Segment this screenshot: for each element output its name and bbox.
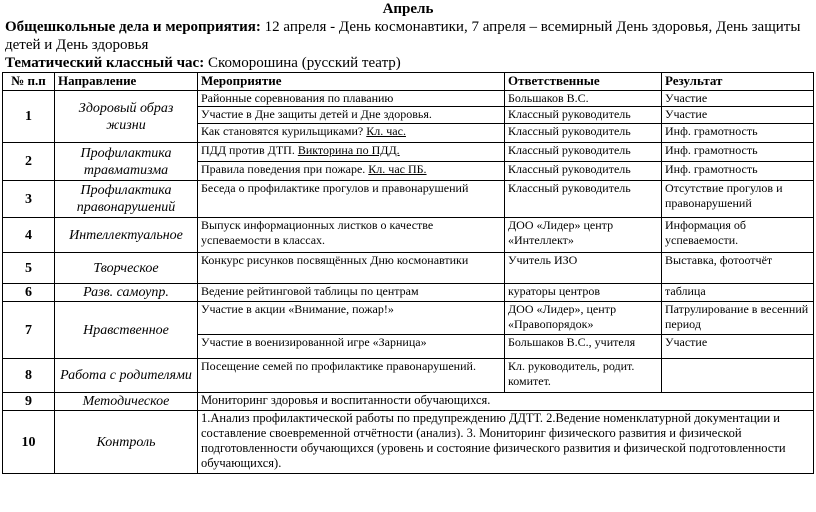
row-result [662, 359, 814, 393]
row-direction: Разв. самоупр. [55, 284, 198, 302]
row-result: Инф. грамотность [662, 162, 814, 181]
page-title: Апрель [382, 1, 434, 17]
row-responsible: Кл. руководитель, родит. комитет. [505, 359, 662, 393]
row-event: Участие в акции «Внимание, пожар!» [198, 302, 505, 335]
row-result: Участие [662, 107, 814, 124]
table-row [3, 91, 814, 107]
row-number: 4 [3, 218, 55, 253]
col-header-num: № п.п [3, 73, 55, 91]
row-event: Мониторинг здоровья и воспитанности обучающихся. [198, 393, 814, 411]
row-number: 7 [3, 302, 55, 359]
row-event: Участие в военизированной игре «Зарница» [198, 335, 505, 359]
row-event: Беседа о профилактике прогулов и правонарушений [198, 181, 505, 218]
row-responsible: Большаков В.С. [505, 91, 662, 107]
school-events-line [5, 18, 813, 54]
row-number: 6 [3, 284, 55, 302]
row-responsible: Учитель ИЗО [505, 253, 662, 284]
table-header-row [3, 73, 814, 91]
table-row [3, 302, 814, 335]
col-header-direction: Направление [55, 73, 198, 91]
table-row [3, 284, 814, 302]
plan-table [2, 72, 814, 474]
row-responsible: Классный руководитель [505, 181, 662, 218]
row-responsible: Классный руководитель [505, 162, 662, 181]
table-row [3, 411, 814, 474]
row-direction: Творческое [55, 253, 198, 284]
row-responsible: ДОО «Лидер», центр «Правопорядок» [505, 302, 662, 335]
table-row [3, 181, 814, 218]
row-event [198, 143, 505, 162]
row-responsible: Классный руководитель [505, 143, 662, 162]
event-class-hour-link: Кл. час. [366, 124, 406, 138]
school-events-label: Общешкольные дела и мероприятия: [5, 19, 261, 35]
row-event: Конкурс рисунков посвящённых Дню космонавтики [198, 253, 505, 284]
class-hour-line [5, 54, 813, 72]
row-result: Участие [662, 335, 814, 359]
row-direction: Работа с родителями [55, 359, 198, 393]
table-row [3, 393, 814, 411]
row-number: 2 [3, 143, 55, 181]
table-row [3, 359, 814, 393]
col-header-event: Мероприятие [198, 73, 505, 91]
class-hour-label: Тематический классный час: [5, 55, 205, 71]
row-direction: Контроль [55, 411, 198, 474]
row-direction: Методическое [55, 393, 198, 411]
row-event: 1.Анализ профилактической работы по предупреждению ДДТТ. 2.Ведение номенклатурной документации и составление своевременной отчётности (анализ). 3. Мониторинг физического развития и физической подготовленности обучающихся (уровень и состояние физического развития и физической подготовленности обучающихся). [198, 411, 814, 474]
row-event: Участие в Дне защиты детей и Дне здоровья. [198, 107, 505, 124]
row-event: Посещение семей по профилактике правонарушений. [198, 359, 505, 393]
row-event [198, 124, 505, 143]
row-event: Выпуск информационных листков о качестве успеваемости в классах. [198, 218, 505, 253]
row-number: 3 [3, 181, 55, 218]
table-row [3, 253, 814, 284]
row-number: 9 [3, 393, 55, 411]
class-hour-text: Скоморошина (русский театр) [204, 55, 401, 71]
row-result: Отсутствие прогулов и правонарушений [662, 181, 814, 218]
row-responsible: Классный руководитель [505, 107, 662, 124]
row-responsible: ДОО «Лидер» центр «Интеллект» [505, 218, 662, 253]
row-direction: Профилактика правонарушений [55, 181, 198, 218]
row-result: Информация об успеваемости. [662, 218, 814, 253]
row-event: Ведение рейтинговой таблицы по центрам [198, 284, 505, 302]
row-number: 10 [3, 411, 55, 474]
row-event [198, 162, 505, 181]
row-responsible: Большаков В.С., учителя [505, 335, 662, 359]
row-result: таблица [662, 284, 814, 302]
intro-block [5, 18, 813, 72]
row-result: Патрулирование в весенний период [662, 302, 814, 335]
event-text: Как становятся курильщиками? [201, 124, 367, 138]
row-responsible: Классный руководитель [505, 124, 662, 143]
row-result: Инф. грамотность [662, 124, 814, 143]
col-header-result: Результат [662, 73, 814, 91]
row-number: 1 [3, 91, 55, 143]
event-text: Правила поведения при пожаре. [201, 162, 369, 176]
event-fire-safety-link: Кл. час ПБ. [368, 162, 427, 176]
school-events-text: 12 апреля - День космонавтики, 7 апреля – всемирный День здоровья, День защиты детей и День здоровья [5, 19, 801, 53]
row-direction: Здоровый образ жизни [55, 91, 198, 143]
row-direction: Интеллектуальное [55, 218, 198, 253]
row-result: Выставка, фотоотчёт [662, 253, 814, 284]
table-row [3, 218, 814, 253]
row-result: Инф. грамотность [662, 143, 814, 162]
row-result: Участие [662, 91, 814, 107]
row-responsible: кураторы центров [505, 284, 662, 302]
event-quiz-link: Викторина по ПДД. [297, 143, 400, 157]
table-row [3, 143, 814, 162]
row-direction: Профилактика травматизма [55, 143, 198, 181]
row-number: 8 [3, 359, 55, 393]
row-direction: Нравственное [55, 302, 198, 359]
col-header-responsible: Ответственные [505, 73, 662, 91]
row-event: Районные соревнования по плаванию [198, 91, 505, 107]
event-text: ПДД против ДТП. [201, 143, 298, 157]
row-number: 5 [3, 253, 55, 284]
